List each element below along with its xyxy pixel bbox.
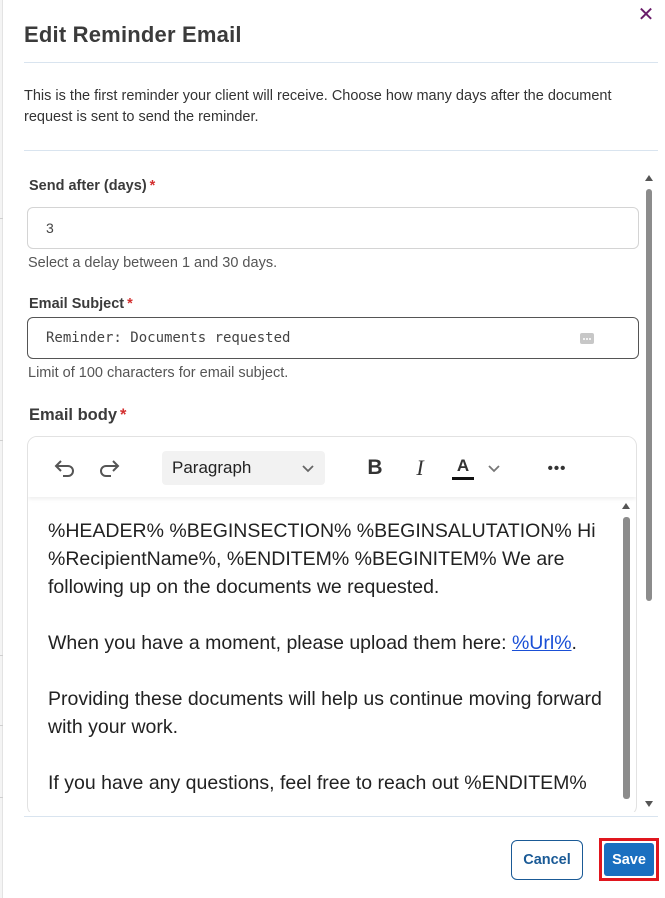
scroll-up-icon[interactable] — [645, 175, 653, 181]
save-button-highlight — [599, 838, 659, 881]
close-icon[interactable]: ✕ — [637, 2, 655, 26]
editor-content[interactable] — [48, 517, 608, 812]
email-subject-label: Email Subject * — [29, 296, 133, 312]
footer-divider — [24, 816, 658, 817]
background-edge-mark — [0, 218, 3, 219]
more-options-icon[interactable]: ••• — [547, 459, 567, 477]
email-subject-value: Reminder: Documents requested — [46, 330, 291, 346]
body-paragraph: %HEADER% %BEGINSECTION% %BEGINSALUTATION% Hi %RecipientName%, %ENDITEM% %BEGINITEM% We are following up on the documents we requested. — [48, 520, 596, 598]
editor-scrollbar-thumb[interactable] — [623, 517, 630, 799]
background-edge-mark — [0, 440, 3, 441]
chevron-down-icon — [301, 461, 315, 475]
email-body-label: Email body * — [29, 406, 127, 424]
background-edge-mark — [0, 797, 3, 798]
background-edge-mark — [0, 725, 3, 726]
scroll-down-icon[interactable] — [645, 801, 653, 807]
text-color-label: A — [456, 456, 470, 475]
form-scroll-area — [24, 152, 658, 812]
background-edge-mark — [0, 655, 3, 656]
scroll-up-icon[interactable] — [622, 503, 630, 509]
form-scrollbar[interactable] — [644, 175, 656, 815]
rich-text-editor — [27, 436, 637, 812]
form-scrollbar-thumb[interactable] — [646, 189, 652, 601]
required-mark: * — [127, 296, 133, 312]
save-button[interactable]: Save — [604, 843, 654, 876]
title-divider — [24, 62, 658, 63]
required-mark: * — [120, 406, 127, 424]
autofill-icon[interactable] — [580, 333, 594, 344]
undo-icon[interactable] — [50, 455, 78, 481]
dialog-intro: This is the first reminder your client will receive. Choose how many days after the document request is sent to send the reminder. — [24, 88, 612, 125]
text-color-swatch — [452, 477, 474, 480]
cancel-button[interactable]: Cancel — [511, 840, 583, 880]
url-link[interactable]: %Url% — [511, 632, 572, 654]
block-format-value: Paragraph — [172, 458, 252, 477]
body-paragraph: When you have a moment, please upload them here: %Url%. — [48, 632, 577, 654]
editor-toolbar — [28, 437, 636, 497]
editor-scrollbar[interactable] — [620, 503, 632, 812]
body-paragraph: If you have any questions, feel free to reach out %ENDITEM% — [48, 772, 587, 794]
required-mark: * — [149, 178, 156, 194]
send-after-input[interactable] — [27, 207, 639, 249]
text-color-button[interactable] — [448, 455, 478, 481]
italic-button[interactable]: I — [416, 455, 424, 480]
bold-button[interactable]: B — [367, 456, 383, 479]
send-after-label: Send after (days) * — [29, 178, 156, 194]
send-after-hint: Select a delay between 1 and 30 days. — [28, 255, 278, 271]
email-subject-hint: Limit of 100 characters for email subject. — [28, 365, 289, 381]
email-subject-input[interactable] — [27, 317, 639, 359]
background-page-edge — [0, 0, 3, 898]
dialog-title: Edit Reminder Email — [24, 22, 242, 47]
send-after-value: 3 — [46, 220, 54, 236]
body-paragraph: Providing these documents will help us continue moving forward with your work. — [48, 688, 602, 738]
chevron-down-icon[interactable] — [484, 455, 504, 481]
intro-divider — [24, 150, 658, 151]
block-format-select[interactable] — [162, 451, 325, 485]
redo-icon[interactable] — [96, 455, 124, 481]
